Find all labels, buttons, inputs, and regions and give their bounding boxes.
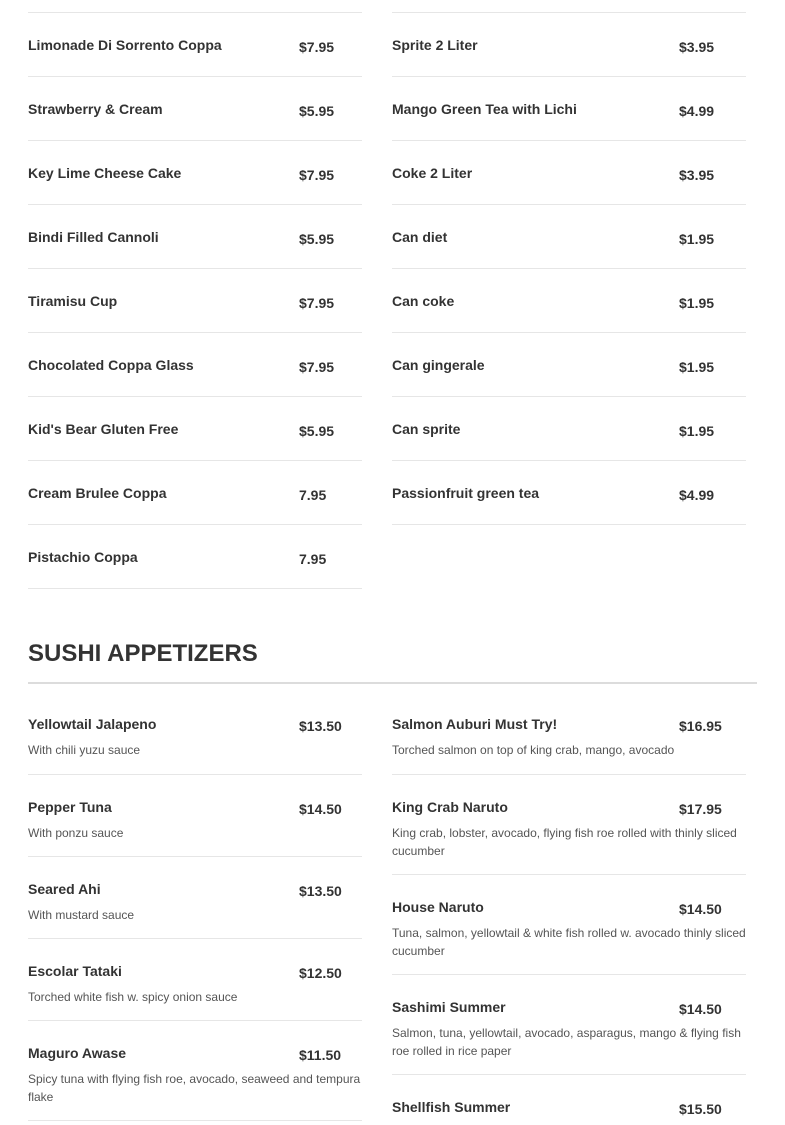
item-name: Shellfish Summer [392,1099,511,1115]
item-price: $4.99 [679,103,715,119]
item-price: $7.95 [299,295,335,311]
menu-item[interactable] [392,204,746,268]
menu-item[interactable] [392,710,746,774]
menu-item[interactable] [28,524,362,588]
menu-item[interactable] [392,140,746,204]
drinks-list [392,12,746,525]
item-name: Passionfruit green tea [392,485,540,501]
item-name: Coke 2 Liter [392,165,473,181]
menu-item[interactable] [28,856,362,938]
menu-item[interactable] [392,874,746,974]
item-description: King crab, lobster, avocado, flying fish roe rolled with thinly sliced cucumber [392,826,737,858]
item-price: $1.95 [679,423,715,439]
item-price: $4.99 [679,487,715,503]
item-description: With mustard sauce [28,908,135,922]
item-name: Sprite 2 Liter [392,37,478,53]
item-name: Escolar Tataki [28,963,122,979]
item-price: $15.50 [679,1101,722,1117]
item-price: $13.50 [299,883,342,899]
item-name: Yellowtail Jalapeno [28,716,157,732]
item-name: Strawberry & Cream [28,101,163,117]
menu-item[interactable] [28,12,362,76]
item-name: Kid's Bear Gluten Free [28,421,179,437]
divider [28,1120,362,1121]
menu-item[interactable] [392,774,746,874]
item-description: Salmon, tuna, yellowtail, avocado, asparagus, mango & flying fish roe rolled in rice paper [392,1026,741,1058]
item-price: $11.50 [299,1047,342,1063]
item-description: Spicy tuna with flying fish roe, avocado, seaweed and tempura flake [28,1072,361,1104]
menu-item[interactable] [28,140,362,204]
item-price: $1.95 [679,295,715,311]
item-name: Can coke [392,293,455,309]
item-price: $1.95 [679,359,715,375]
item-price: $7.95 [299,39,335,55]
menu-item[interactable] [28,332,362,396]
item-name: Pistachio Coppa [28,549,138,565]
menu-item[interactable] [392,332,746,396]
item-description: Tuna, salmon, yellowtail & white fish rolled w. avocado thinly sliced cucumber [392,926,746,958]
item-name: King Crab Naruto [392,799,508,815]
item-price: $13.50 [299,718,342,734]
item-name: House Naruto [392,899,484,915]
desserts-list [28,12,362,589]
menu-item[interactable] [28,774,362,856]
menu-item[interactable] [28,268,362,332]
item-description: With chili yuzu sauce [28,743,141,757]
item-name: Pepper Tuna [28,799,112,815]
item-name: Can gingerale [392,357,485,373]
item-price: $16.95 [679,718,722,734]
item-name: Bindi Filled Cannoli [28,229,159,245]
item-price: $14.50 [679,1001,722,1017]
item-price: $14.50 [679,901,722,917]
menu-item[interactable] [392,396,746,460]
item-name: Maguro Awase [28,1045,127,1061]
menu-item[interactable] [28,1020,362,1120]
item-price: 7.95 [299,551,327,567]
item-price: 7.95 [299,487,327,503]
item-price: $5.95 [299,103,335,119]
menu-item[interactable] [28,76,362,140]
item-name: Key Lime Cheese Cake [28,165,182,181]
item-price: $5.95 [299,231,335,247]
item-price: $5.95 [299,423,335,439]
menu-item[interactable] [28,204,362,268]
item-description: Torched salmon on top of king crab, mango, avocado [392,743,675,757]
menu-item[interactable] [28,396,362,460]
item-name: Limonade Di Sorrento Coppa [28,37,222,53]
item-description: Torched white fish w. spicy onion sauce [28,990,238,1004]
item-price: $1.95 [679,231,715,247]
item-price: $7.95 [299,167,335,183]
item-price: $12.50 [299,965,342,981]
item-name: Salmon Auburi Must Try! [392,716,558,732]
item-name: Sashimi Summer [392,999,506,1015]
item-name: Can sprite [392,421,461,437]
section-title: SUSHI APPETIZERS [28,640,757,684]
menu-item[interactable] [392,974,746,1074]
item-price: $7.95 [299,359,335,375]
divider [28,588,362,589]
menu-item[interactable] [392,1074,746,1125]
item-name: Can diet [392,229,448,245]
item-name: Seared Ahi [28,881,101,897]
item-price: $14.50 [299,801,342,817]
appetizers-list-right [392,710,746,1125]
menu-item[interactable] [28,938,362,1020]
menu-item[interactable] [392,460,746,524]
item-name: Mango Green Tea with Lichi [392,101,577,117]
menu-item[interactable] [392,268,746,332]
appetizers-list-left [28,710,362,1121]
item-name: Chocolated Coppa Glass [28,357,194,373]
item-name: Tiramisu Cup [28,293,118,309]
menu-item[interactable] [28,460,362,524]
menu-item[interactable] [392,12,746,76]
item-price: $3.95 [679,167,715,183]
item-description: With ponzu sauce [28,826,124,840]
item-name: Cream Brulee Coppa [28,485,167,501]
item-price: $17.95 [679,801,722,817]
item-price: $3.95 [679,39,715,55]
menu-item[interactable] [392,76,746,140]
menu-item[interactable] [28,710,362,774]
divider [392,524,746,525]
